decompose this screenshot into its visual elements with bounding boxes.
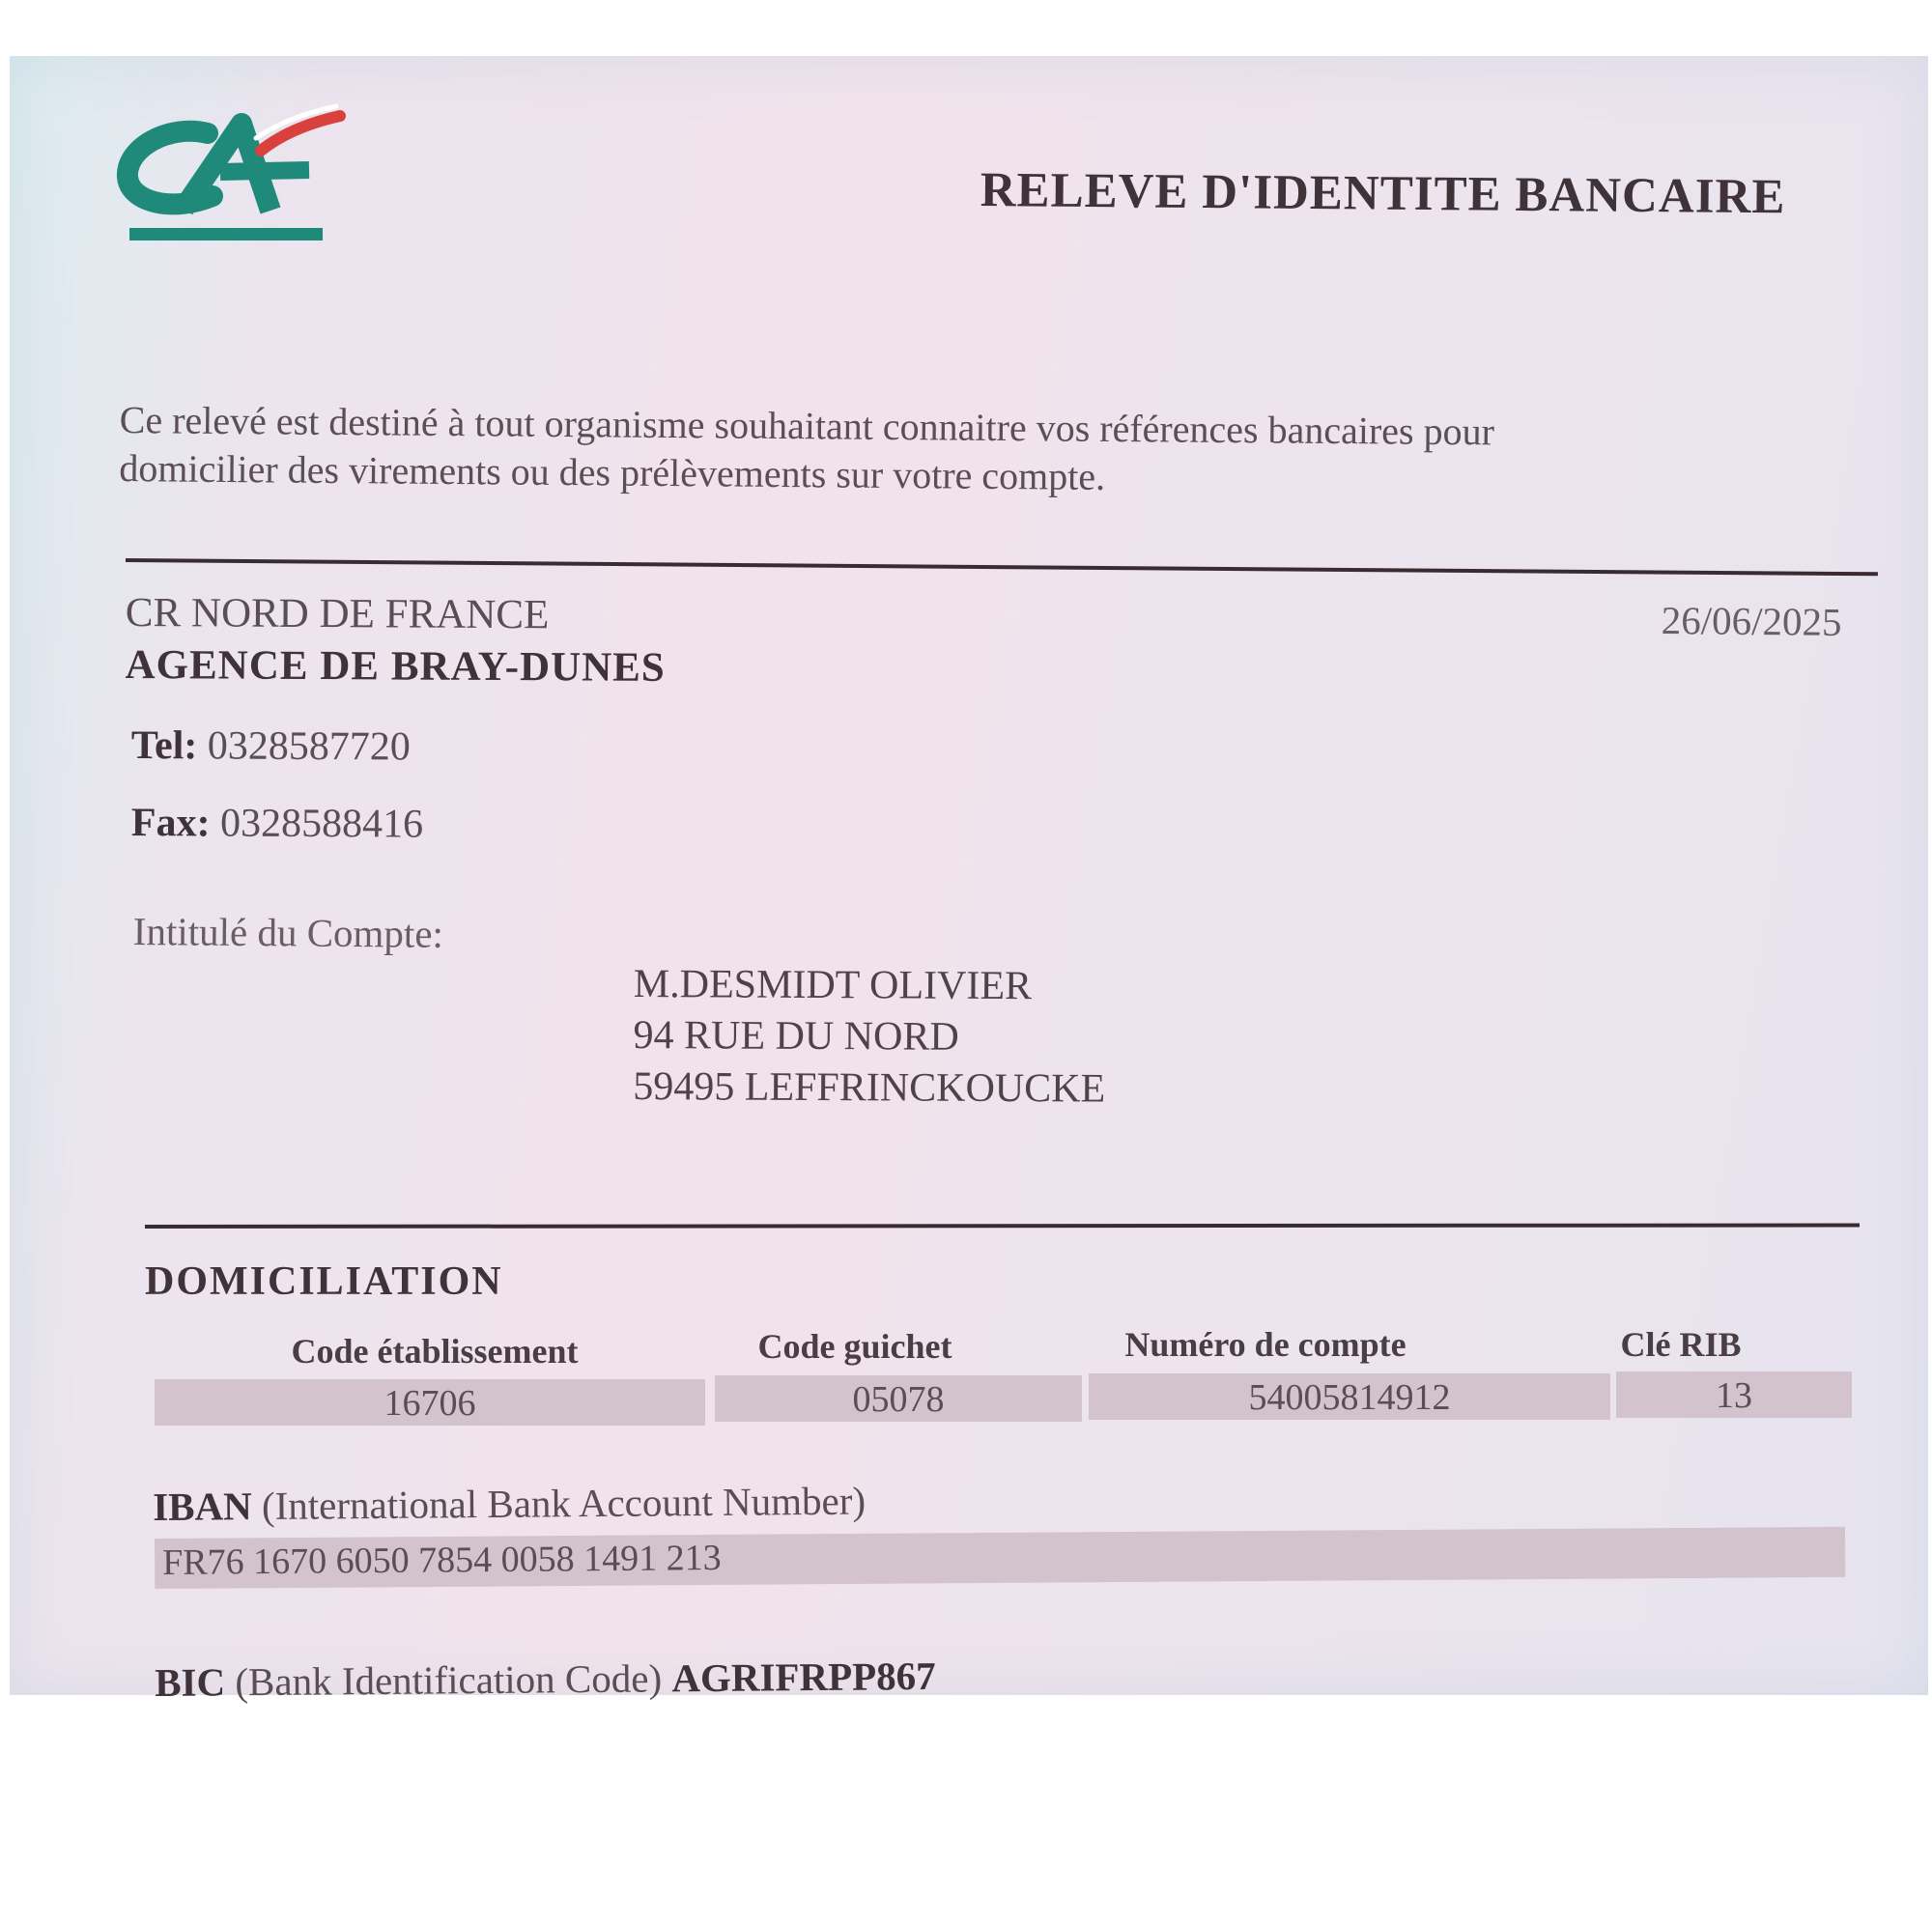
fax-value: 0328588416 [219, 801, 424, 847]
document-date: 26/06/2025 [1661, 597, 1842, 644]
bic-label-rest: (Bank Identification Code) [235, 1655, 663, 1705]
account-title-label: Intitulé du Compte: [132, 908, 444, 956]
divider-top [126, 558, 1878, 576]
account-holder [633, 959, 1106, 1116]
header-code-etablissement: Code établissement [291, 1332, 579, 1371]
tel-label: Tel: [130, 723, 198, 769]
tel-value: 0328587720 [207, 723, 411, 770]
bic-label-bold: BIC [155, 1659, 226, 1705]
credit-agricole-logo [116, 95, 348, 249]
iban-label [153, 1478, 866, 1530]
value-code-etablissement: 16706 [155, 1379, 705, 1426]
value-code-guichet: 05078 [715, 1375, 1082, 1422]
value-cle-rib: 13 [1616, 1372, 1852, 1418]
fax-label: Fax: [130, 801, 211, 846]
domiciliation-title: DOMICILIATION [145, 1259, 503, 1304]
intro-line-2: domicilier des virements ou des prélèvements sur votre compte. [119, 445, 1106, 498]
intro-text [119, 396, 1820, 507]
header-cle-rib: Clé RIB [1620, 1325, 1742, 1364]
bank-name: CR NORD DE FRANCE [125, 589, 550, 638]
bic-value: AGRIFRPP867 [671, 1653, 936, 1701]
value-numero-compte: 54005814912 [1089, 1373, 1610, 1420]
header-code-guichet: Code guichet [757, 1327, 952, 1366]
bank-info [125, 587, 666, 694]
holder-name: M.DESMIDT OLIVIER [633, 961, 1033, 1009]
header-numero-compte: Numéro de compte [1124, 1325, 1406, 1364]
holder-address-line-2: 59495 LEFFRINCKOUCKE [633, 1063, 1106, 1112]
agency-name: AGENCE DE BRAY-DUNES [125, 641, 666, 691]
divider-bottom [145, 1223, 1860, 1229]
document-title: RELEVE D'IDENTITE BANCAIRE [980, 162, 1786, 225]
tel-line [131, 722, 411, 771]
iban-value: FR76 1670 6050 7854 0058 1491 213 [162, 1537, 722, 1583]
intro-line-1: Ce relevé est destiné à tout organisme souhaitant connaitre vos références bancaires pour [119, 397, 1495, 454]
holder-address-line-1: 94 RUE DU NORD [633, 1012, 959, 1060]
iban-label-bold: IBAN [153, 1484, 252, 1529]
iban-label-rest: (International Bank Account Number) [261, 1478, 867, 1529]
fax-line [131, 800, 423, 848]
bic-line [155, 1653, 936, 1706]
rib-document [10, 56, 1928, 1705]
